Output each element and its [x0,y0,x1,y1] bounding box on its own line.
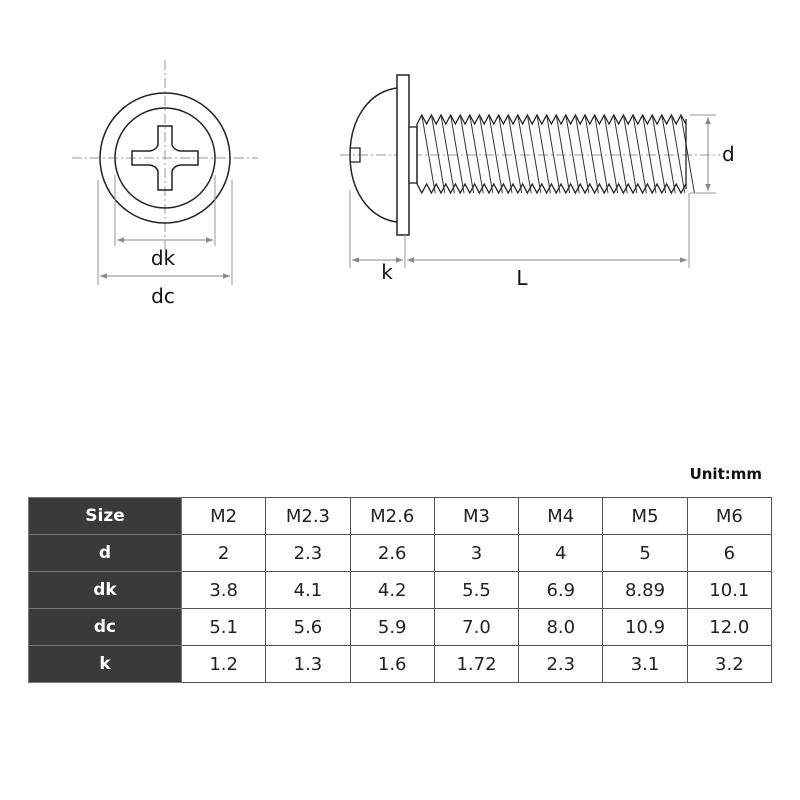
table-cell: 7.0 [434,609,518,646]
size-column-header: M4 [519,498,603,535]
table-row [29,646,772,683]
table-cell: 6 [687,535,771,572]
table-cell: 2 [182,535,266,572]
L-dimension [407,193,689,290]
size-column-header: M2.3 [266,498,350,535]
table-cell: 10.1 [687,572,771,609]
size-header: Size [29,498,182,535]
head-top-view [72,60,258,250]
table-cell: 10.9 [603,609,687,646]
table-cell: 2.3 [266,535,350,572]
table-cell: 6.9 [519,572,603,609]
table-cell: 3.1 [603,646,687,683]
row-label: dk [29,572,182,609]
table-cell: 8.0 [519,609,603,646]
table-cell: 5.6 [266,609,350,646]
table-cell: 5 [603,535,687,572]
shank-neck [409,127,417,183]
table-header-row [29,498,772,535]
row-label: k [29,646,182,683]
table-cell: 2.3 [519,646,603,683]
size-column-header: M3 [434,498,518,535]
L-label: L [516,266,528,290]
table-cell: 5.5 [434,572,518,609]
table-cell: 1.6 [350,646,434,683]
table-row [29,609,772,646]
table-cell: 3 [434,535,518,572]
table-cell: 4.2 [350,572,434,609]
table-cell: 4 [519,535,603,572]
size-column-header: M2.6 [350,498,434,535]
table-cell: 1.72 [434,646,518,683]
size-column-header: M5 [603,498,687,535]
table-cell: 1.3 [266,646,350,683]
thread [417,115,694,193]
size-column-header: M6 [687,498,771,535]
table-cell: 8.89 [603,572,687,609]
d-label: d [722,142,735,166]
table-cell: 12.0 [687,609,771,646]
washer-flange [397,75,409,235]
size-column-header: M2 [182,498,266,535]
dk-label: dk [150,246,176,270]
k-label: k [381,260,393,284]
unit-label: Unit:mm [689,465,762,483]
table-cell: 1.2 [182,646,266,683]
row-label: dc [29,609,182,646]
table-cell: 2.6 [350,535,434,572]
dc-label: dc [151,284,175,308]
table-row [29,535,772,572]
screw-side-view [340,75,720,235]
table-cell: 4.1 [266,572,350,609]
table-row [29,572,772,609]
row-label: d [29,535,182,572]
dimension-table [28,497,772,683]
table-cell: 3.2 [687,646,771,683]
table-cell: 5.1 [182,609,266,646]
d-dimension [690,115,735,193]
table-cell: 5.9 [350,609,434,646]
table-cell: 3.8 [182,572,266,609]
